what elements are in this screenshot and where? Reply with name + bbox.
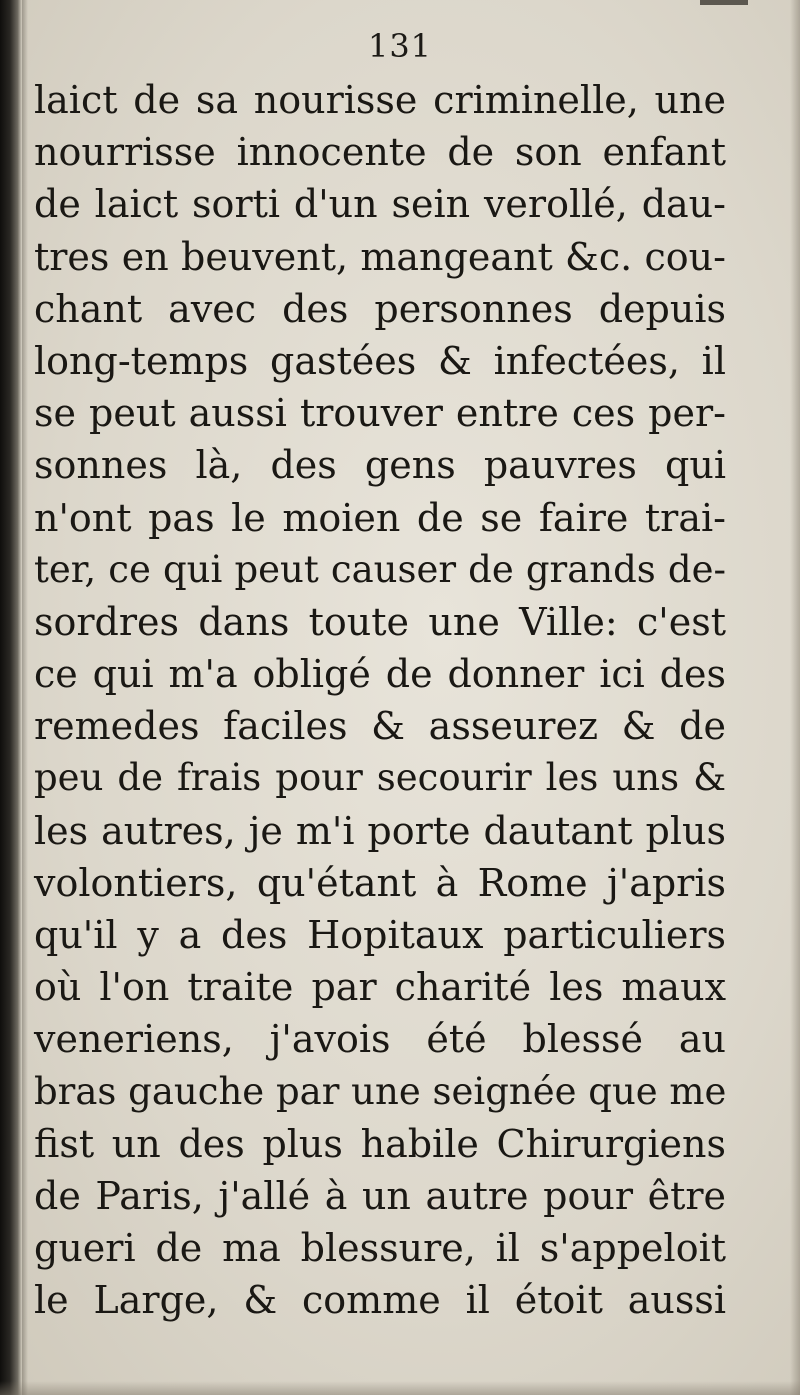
- text-line: long-temps gastées & infectées, il: [34, 338, 726, 383]
- text-line: n'ont pas le moien de se faire trai-: [34, 495, 726, 540]
- page-right-edge: [790, 0, 800, 1395]
- binding-gutter: [0, 0, 22, 1395]
- text-line: se peut aussi trouver entre ces per-: [34, 391, 726, 436]
- text-line: ce qui m'a obligé de donner ici des: [34, 652, 726, 697]
- text-line: ter, ce qui peut causer de grands de-: [34, 547, 726, 591]
- gutter-shadow: [22, 0, 28, 1395]
- text-line: où l'on traite par charité les maux: [34, 965, 726, 1010]
- text-line: gueri de ma blessure, il s'appeloit: [34, 1226, 726, 1271]
- text-line: peu de frais pour secourir les uns &: [34, 756, 726, 800]
- page-bottom-edge: [0, 1381, 800, 1395]
- text-line: laict de sa nourisse criminelle, une: [34, 78, 726, 122]
- text-line: sonnes là, des gens pauvres qui: [34, 443, 726, 488]
- text-line: de Paris, j'allé à un autre pour être: [34, 1173, 726, 1218]
- text-line: fist un des plus habile Chirurgiens: [34, 1121, 726, 1166]
- text-line: sordres dans toute une Ville: c'est: [34, 599, 726, 644]
- text-line: veneriens, j'avois été blessé au: [34, 1017, 726, 1062]
- body-text: [34, 74, 726, 1327]
- text-line: remedes faciles & asseurez & de: [34, 704, 726, 749]
- ink-mark: [700, 0, 748, 5]
- text-line: chant avec des personnes depuis: [34, 286, 726, 331]
- text-line: de laict sorti d'un sein verollé, dau-: [34, 182, 726, 227]
- text-line: tres en beuvent, mangeant &c. cou-: [34, 234, 726, 279]
- text-line: qu'il y a des Hopitaux particuliers: [34, 913, 726, 957]
- text-line: les autres, je m'i porte dautant plus: [34, 808, 726, 853]
- text-line: le Large, & comme il étoit aussi: [34, 1278, 726, 1323]
- page-number: 131: [367, 27, 433, 65]
- text-line: volontiers, qu'étant à Rome j'apris: [34, 860, 726, 905]
- text-line: bras gauche par une seignée que me: [34, 1069, 727, 1113]
- text-line: nourrisse innocente de son enfant: [34, 130, 726, 175]
